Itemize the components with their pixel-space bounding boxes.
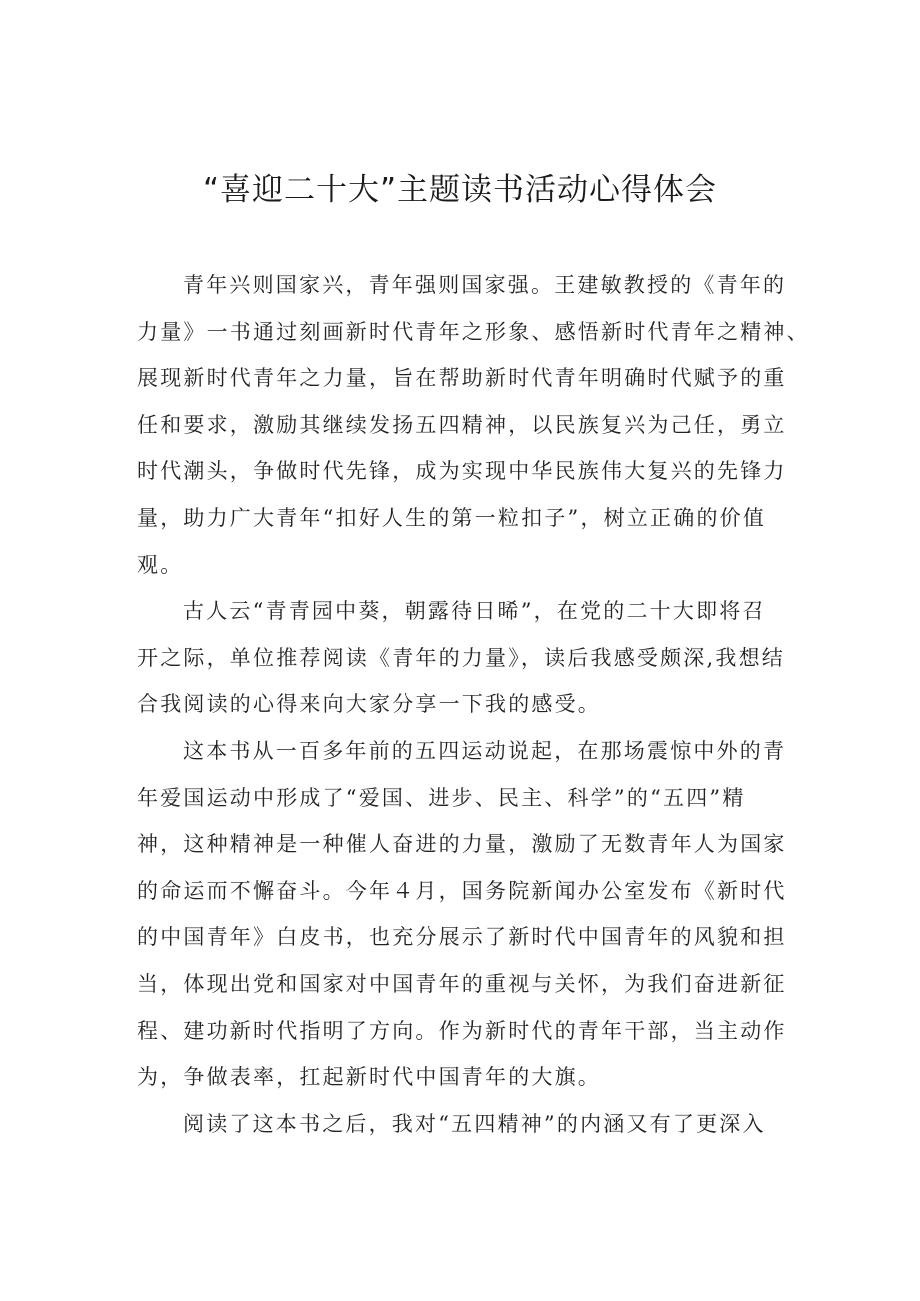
text-line: 任和要求，激励其继续发扬五四精神，以民族复兴为己任，勇立 xyxy=(137,412,787,437)
text-line: 的命运而不懈奋斗。今年４月，国务院新闻办公室发布《新时代 xyxy=(137,878,787,903)
text-line: 力量》一书通过刻画新时代青年之形象、感悟新时代青年之精神、 xyxy=(137,319,810,344)
text-line: 年爱国运动中形成了“爱国、进步、民主、科学”的“五四”精 xyxy=(137,785,746,810)
document-body xyxy=(137,262,810,1147)
text-line: 展现新时代青年之力量，旨在帮助新时代青年明确时代赋予的重 xyxy=(137,366,787,391)
paragraph xyxy=(137,262,810,588)
text-line: 合我阅读的心得来向大家分享一下我的感受。 xyxy=(137,692,601,717)
document-title: “喜迎二十大”主题读书活动心得体会 xyxy=(202,172,718,208)
text-line: 当，体现出党和国家对中国青年的重视与关怀，为我们奋进新征 xyxy=(137,971,787,996)
text-line: 为，争做表率，扛起新时代中国青年的大旗。 xyxy=(137,1065,601,1090)
paragraph xyxy=(137,588,797,728)
text-line: 时代潮头，争做时代先锋，成为实现中华民族伟大复兴的先锋力 xyxy=(137,459,787,484)
text-line: 量，助力广大青年“扣好人生的第一粒扣子”，树立正确的价值 xyxy=(137,505,767,530)
text-line: 开之际，单位推荐阅读《青年的力量》，读后我感受颇深,我想结 xyxy=(137,645,785,670)
text-line: 古人云“青青园中葵，朝露待日晞”，在党的二十大即将召 xyxy=(183,599,766,624)
paragraph xyxy=(137,1101,797,1148)
paragraph xyxy=(137,728,797,1101)
text-line: 阅读了这本书之后，我对“五四精神”的内涵又有了更深入 xyxy=(183,1111,766,1136)
text-line: 的中国青年》白皮书，也充分展示了新时代中国青年的风貌和担 xyxy=(137,925,787,950)
text-line: 观。 xyxy=(137,552,184,577)
text-line: 神，这种精神是一种催人奋进的力量，激励了无数青年人为国家 xyxy=(137,832,787,857)
text-line: 这本书从一百多年前的五四运动说起，在那场震惊中外的青 xyxy=(183,738,787,763)
text-line: 程、建功新时代指明了方向。作为新时代的青年干部，当主动作 xyxy=(137,1018,787,1043)
text-line: 青年兴则国家兴，青年强则国家强。王建敏教授的《青年的 xyxy=(183,273,787,297)
